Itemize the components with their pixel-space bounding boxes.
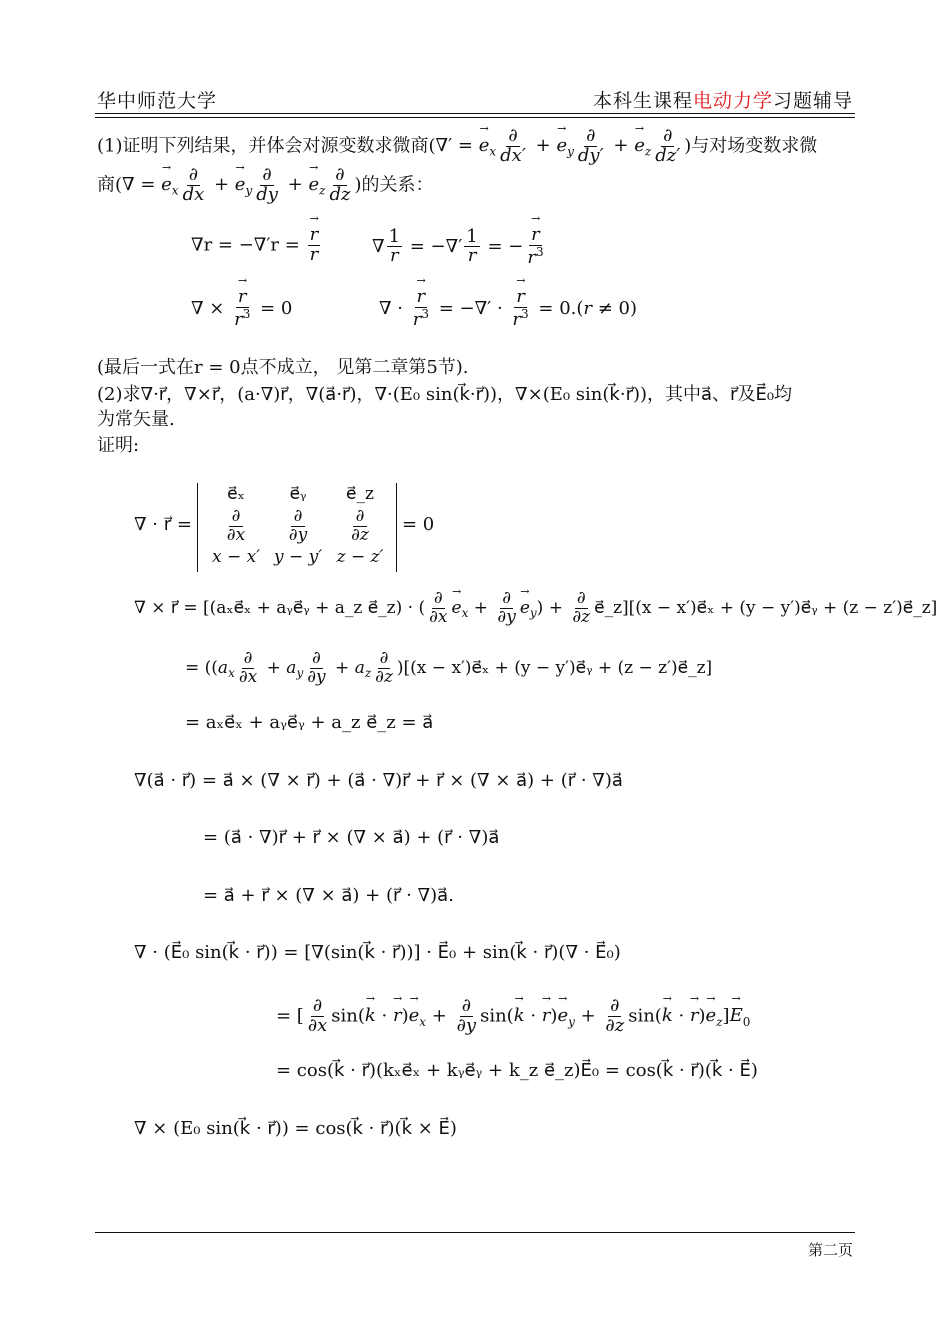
course-highlight: 电动力学 — [692, 90, 773, 112]
part2-line-2: 为常矢量. — [97, 409, 175, 430]
div-r-rhs: = 0 — [402, 514, 435, 535]
eq-grad-r-lhs: ∇r = −∇′r = — [191, 234, 306, 256]
det-cell: e⃗ᵧ — [289, 484, 307, 504]
det-cell: e⃗_z — [346, 484, 374, 504]
header-course — [593, 86, 853, 113]
course-prefix: 本科生课程 — [592, 90, 693, 112]
eq-grad-inv-r: ∇ $\frac{1}{r}$ = −∇′ $\frac{1}{r}$ = − → $\frac{r}{r^3}$ — [372, 226, 548, 268]
part1-line2-end: )的关系： — [354, 174, 434, 196]
div-e-line-2: = [ $\frac{\partial}{\partial x}$ sin(→ k · → $r)\to e_x$ + $\frac{\partial}{\partial y}$ sin(→ k · → $r)\to e_y$ + $\frac{\partial}{\partial z}$ sin(→ k · → $r)\to e_z]\to E_0$ — [276, 997, 750, 1036]
course-suffix: 习题辅导 — [772, 90, 853, 112]
nabla-def: ∇ = → $e_x$ $\frac{\partial}{dx}$ + → $e_y$ $\frac{\partial}{dy}$ + → $e_z$ $\frac{\partial}{dz}$ — [122, 174, 354, 195]
div-e-line-1: ∇ · (E⃗₀ sin(k⃗ · r⃗)) = [∇(sin(k⃗ · r⃗))] · E⃗₀ + sin(k⃗ · r⃗)(∇ · E⃗₀) — [134, 942, 621, 963]
part2-line-1: (2)求∇·r⃗，∇×r⃗，(a·∇)r⃗，∇(a⃗·r⃗)，∇·(E₀ sin(k⃗·r⃗))，∇×(E₀ sin(k⃗·r⃗))，其中a⃗、r⃗及E⃗₀均 — [97, 384, 793, 405]
problem-line-2 — [97, 166, 433, 205]
det-cell: x − x′ — [211, 546, 261, 567]
curl-e-line: ∇ × (E₀ sin(k⃗ · r⃗)) = cos(k⃗ · r⃗)(k⃗ × E⃗) — [134, 1118, 457, 1139]
nabla-prime-def: ∇′ = → $e_x$ $\frac{\partial}{dx'}$ + → $e_y$ $\frac{\partial}{dy'}$ + → $e_z$ $\frac{\partial}{dz'}$ — [436, 135, 685, 156]
proof-label: 证明: — [97, 435, 140, 456]
curl-r-line-2: = (($a_x$ $\frac{\partial}{\partial x}$ + $a_y$ $\frac{\partial}{\partial y}$ + $a_z$ $\frac{\partial}{\partial z}$ )[(x − x′)e⃗ₓ + (y − y′)e⃗ᵧ + (z − z′)e⃗_z] — [185, 648, 713, 687]
curl-r-line-3: = aₓe⃗ₓ + aᵧe⃗ᵧ + a_z e⃗_z = a⃗ — [185, 712, 434, 733]
grad-ar-line-1: ∇(a⃗ · r⃗) = a⃗ × (∇ × r⃗) + (a⃗ · ∇)r⃗ + r⃗ × (∇ × a⃗) + (r⃗ · ∇)a⃗ — [134, 770, 623, 791]
det-cell: $\frac{\partial}{\partial x}$ — [226, 506, 246, 545]
div-r-lhs: ∇ · r⃗ = — [134, 514, 192, 535]
eq-curl-r-r3: ∇ × → $\frac{r}{r^3}$ = 0 — [191, 288, 292, 330]
det-cell: e⃗ₓ — [227, 484, 245, 504]
part1-line2-start: 商( — [97, 174, 123, 196]
curl-r-2-end: )[(x − x′)e⃗ₓ + (y − y′)e⃗ᵧ + (z − z′)e⃗_z] — [396, 657, 713, 678]
det-cell: $\frac{\partial}{\partial y}$ — [288, 506, 308, 545]
det-cell: z − z′ — [336, 546, 384, 567]
eq-grad-r: ∇r = −∇′r = → $\frac{r}{r}$ — [191, 226, 322, 265]
grad-ar-line-3: = a⃗ + r⃗ × (∇ × a⃗) + (r⃗ · ∇)a⃗. — [203, 885, 454, 906]
part1-intro-end: )与对场变数求微 — [684, 135, 818, 157]
eq-curl-lhs: ∇ × — [191, 297, 231, 319]
page-number: 第二页 — [807, 1241, 853, 1259]
grad-ar-line-2: = (a⃗ · ∇)r⃗ + r⃗ × (∇ × a⃗) + (r⃗ · ∇)a⃗ — [203, 827, 500, 848]
div-e-line-3: = cos(k⃗ · r⃗)(kₓe⃗ₓ + kᵧe⃗ᵧ + k_z e⃗_z)E⃗₀ = cos(k⃗ · r⃗)(k⃗ · E⃗) — [276, 1060, 758, 1081]
eq-div-lhs: ∇ · — [379, 297, 409, 319]
det-cell: $\frac{\partial}{\partial z}$ — [351, 506, 369, 545]
header-rule — [95, 113, 855, 114]
eq-div-r-r3: ∇ · → $\frac{r}{r^3}$ = −∇′ · → $\frac{r}{r^3}$ = 0.(r ≠ 0) — [379, 288, 637, 330]
det-cell: y − y′ — [273, 546, 323, 567]
curl-r-line-1: ∇ × r⃗ = [(aₓe⃗ₓ + aᵧe⃗ᵧ + a_z e⃗_z) · ( $\frac{\partial}{\partial x}$ → $e_x$ + $\frac{\partial}{\partial y}$ → $e_y$) + $\frac{\partial}{\partial z}$ e⃗_z][(x − x′)e⃗ₓ + (y − y′)e⃗ᵧ + (z − z′)e⃗_z] — [134, 590, 937, 627]
header-rule-thin — [95, 117, 855, 118]
eq-grad-inv-lhs: ∇ — [372, 235, 385, 257]
footer-rule — [95, 1232, 855, 1233]
note-line: (最后一式在r = 0点不成立， 见第二章第5节). — [97, 357, 469, 378]
curl-r-1-start: ∇ × r⃗ = [(aₓe⃗ₓ + aᵧe⃗ᵧ + a_z e⃗_z) · ( — [134, 597, 426, 618]
header-school: 华中师范大学 — [97, 90, 218, 112]
determinant-grid — [205, 484, 389, 567]
part1-intro: (1)证明下列结果，并体会对源变数求微商( — [97, 135, 436, 157]
problem-line-1 — [97, 127, 817, 166]
curl-r-1-end: e⃗_z][(x − x′)e⃗ₓ + (y − y′)e⃗ᵧ + (z − z′)e⃗_z] — [594, 597, 938, 618]
